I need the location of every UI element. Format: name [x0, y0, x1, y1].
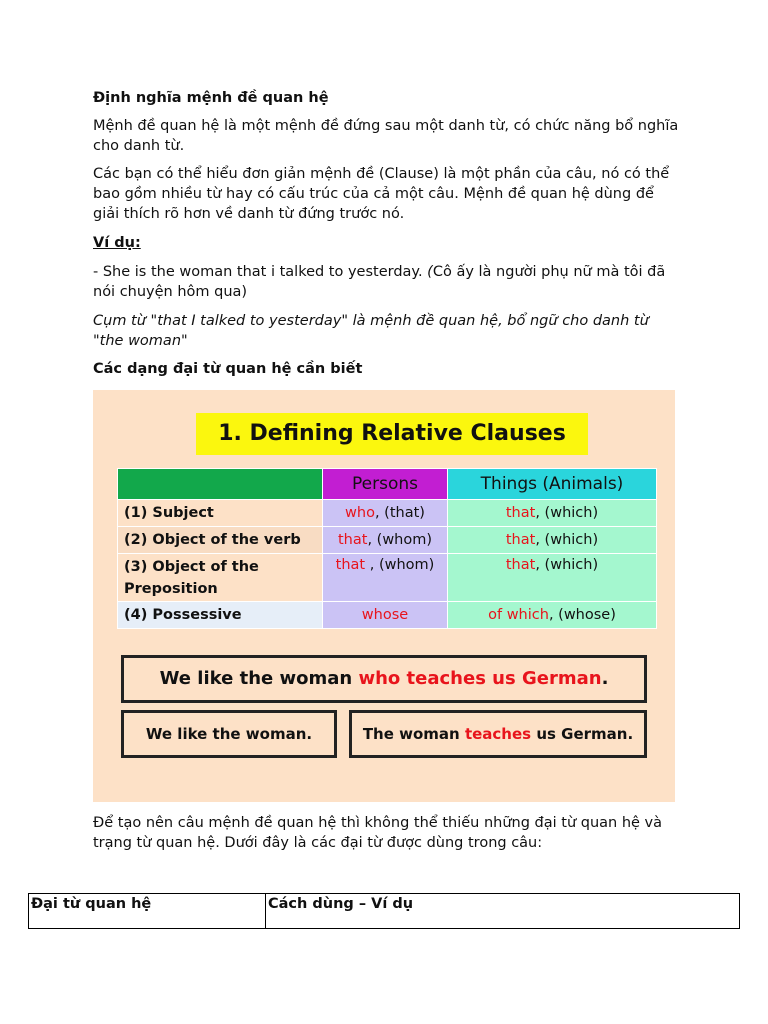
things-cell: [448, 554, 657, 602]
sentence-part: We like the woman: [159, 668, 359, 689]
example-vietnamese: Cô ấy là người phụ nữ mà tôi đã nói chuyện hôm qua): [93, 264, 666, 300]
pronoun-highlight: of which: [488, 607, 549, 623]
main-clause-box: We like the woman.: [121, 710, 337, 758]
sentence-period: .: [601, 668, 609, 689]
table-row: [118, 554, 657, 602]
second-sentence-box: [349, 710, 647, 758]
pronoun-alt: , (that): [374, 505, 425, 521]
pronoun-highlight: that: [505, 557, 536, 573]
pronoun-alt: , (whom): [367, 532, 433, 548]
header-things: Things (Animals): [448, 469, 657, 500]
figure-title: 1. Defining Relative Clauses: [196, 413, 588, 455]
persons-cell: [323, 527, 448, 554]
relative-clauses-figure: [93, 390, 675, 802]
pronoun-usage-table: [28, 893, 740, 929]
combined-sentence-box: [121, 655, 647, 703]
pronoun-alt: , (whom): [365, 557, 435, 573]
header-usage-example: Cách dùng – Ví dụ: [266, 894, 740, 929]
row-label: (1) Subject: [118, 500, 323, 527]
paragraph-definition: Mệnh đề quan hệ là một mệnh đề đứng sau một danh từ, có chức năng bổ nghĩa cho danh từ.: [93, 118, 679, 154]
table-row: [118, 602, 657, 629]
table-row: [118, 527, 657, 554]
pronoun-alt: , (which): [535, 505, 599, 521]
persons-cell: [323, 602, 448, 629]
relative-clauses-table: [117, 468, 657, 629]
paragraph-intro-pronouns: Để tạo nên câu mệnh đề quan hệ thì không thể thiếu những đại từ quan hệ và trạng từ quan hệ. Dưới đây là các đại từ được dùng trong câu:: [93, 815, 663, 851]
pronoun-highlight: that: [335, 557, 366, 573]
pronoun-highlight: whose: [361, 607, 409, 623]
example-english: - She is the woman that i talked to yesterday.: [93, 264, 428, 280]
example-label: Ví dụ:: [93, 235, 141, 251]
pronoun-highlight: that: [505, 505, 536, 521]
row-label: (2) Object of the verb: [118, 527, 323, 554]
pronoun-highlight: that: [505, 532, 536, 548]
table-header-row: [29, 894, 740, 929]
sentence-part: The woman: [362, 725, 465, 743]
row-label: (3) Object of the Preposition: [118, 554, 323, 602]
things-cell: [448, 500, 657, 527]
heading-pronoun-types: Các dạng đại từ quan hệ cần biết: [93, 361, 363, 377]
persons-cell: [323, 500, 448, 527]
things-cell: [448, 602, 657, 629]
persons-cell: [323, 554, 448, 602]
header-blank-cell: [118, 469, 323, 500]
pronoun-alt: , (whose): [548, 607, 616, 623]
verb-highlight: teaches: [464, 725, 532, 743]
pronoun-highlight: that: [337, 532, 368, 548]
paragraph-explanation: Các bạn có thể hiểu đơn giản mệnh đề (Clause) là một phần của câu, nó có thể bao gồm nhiều từ hay có cấu trúc của cả một câu. Mệnh đề quan hệ dùng để giải thích rõ hơn về danh từ đứng trước nó.: [93, 166, 670, 222]
sentence-part: us German.: [531, 725, 634, 743]
table-header-row: [118, 469, 657, 500]
pronoun-alt: , (which): [535, 532, 599, 548]
relative-clause-highlight: who teaches us German: [358, 668, 602, 689]
example-sentence: [93, 262, 683, 302]
example-open-paren: (: [427, 264, 433, 280]
header-persons: Persons: [323, 469, 448, 500]
header-pronoun: Đại từ quan hệ: [29, 894, 266, 929]
pronoun-highlight: who: [345, 505, 375, 521]
example-note: Cụm từ "that I talked to yesterday" là mệnh đề quan hệ, bổ ngữ cho danh từ "the woman": [93, 313, 649, 349]
table-row: [118, 500, 657, 527]
things-cell: [448, 527, 657, 554]
row-label: (4) Possessive: [118, 602, 323, 629]
pronoun-alt: , (which): [535, 557, 599, 573]
heading-definition: Định nghĩa mệnh đề quan hệ: [93, 90, 329, 106]
